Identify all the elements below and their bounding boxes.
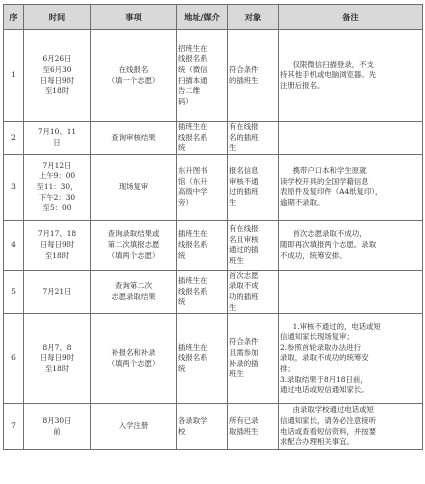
- cell-item-line: 查询录取结果或: [107, 229, 160, 239]
- header-time: 时间: [24, 5, 91, 30]
- cell-venue: [177, 270, 228, 313]
- header-remark: 备注: [279, 5, 423, 30]
- cell-venue-line: 插班生在: [178, 276, 208, 286]
- cell-remark-line: 随即再次填报两个志愿。录取: [280, 239, 377, 249]
- cell-no: 5: [4, 270, 24, 313]
- cell-item-line: 志愿录取结果: [111, 291, 156, 301]
- cell-no: 4: [4, 220, 24, 270]
- cell-item-line: 在线报名: [118, 64, 149, 74]
- cell-venue-line: 统: [178, 143, 186, 153]
- cell-target-line: 班生: [229, 255, 244, 265]
- cell-target-line: 班生: [229, 369, 244, 379]
- cell-item-line: （填一个志愿）: [107, 75, 160, 85]
- cell-venue: [177, 30, 228, 122]
- cell-item-line: 入学注册: [118, 421, 149, 431]
- cell-target-line: 符合条件: [229, 337, 259, 347]
- cell-venue-line: 统: [178, 297, 186, 307]
- cell-time-line: 7月17、18: [37, 229, 77, 239]
- cell-venue: [177, 122, 228, 155]
- cell-remark-line: 求配合办理相关事宜。: [280, 437, 354, 447]
- cell-target-line: 报名信息: [229, 166, 259, 176]
- cell-venue-line: 告二维: [178, 86, 201, 96]
- cell-venue-line: 线报名系: [178, 353, 208, 363]
- cell-venue-line: 旁）: [178, 197, 193, 207]
- table-row: [4, 270, 423, 313]
- cell-time-line: 8月30日: [42, 416, 72, 426]
- cell-target-line: 首次志愿: [229, 270, 259, 280]
- cell-item-line: （填两个志愿）: [107, 250, 160, 260]
- cell-venue-line: 插班生在: [178, 122, 208, 131]
- cell-item: [91, 270, 177, 313]
- cell-time-line: 至11：30，: [36, 181, 78, 191]
- cell-target-line: 审核不通: [229, 176, 259, 186]
- cell-venue-line: 线报名系: [178, 132, 208, 142]
- header-venue: 地址/媒介: [177, 5, 228, 30]
- table-row: [4, 314, 423, 404]
- cell-remark: [279, 154, 423, 220]
- cell-remark: [279, 122, 423, 155]
- cell-target: [228, 122, 279, 155]
- cell-remark-line: 由录取学校通过电话或短: [292, 405, 374, 415]
- cell-time-line: 至18时: [44, 86, 70, 96]
- cell-remark-line: 表原件及复印件（A4纸复印），: [280, 187, 383, 197]
- cell-time-line: 6月26日: [42, 54, 72, 64]
- header-row: [4, 5, 423, 30]
- table-row: [4, 404, 423, 450]
- cell-item-line: 补报名和补录: [111, 348, 156, 358]
- cell-remark-line: 录取，录取不成功的统筹安: [280, 353, 369, 363]
- cell-target-line: 生: [229, 302, 237, 312]
- header-no: 序: [4, 5, 24, 30]
- cell-target: [228, 314, 279, 404]
- cell-item-line: 现场复审: [118, 181, 149, 191]
- table-row: [4, 220, 423, 270]
- cell-venue-line: 线报名系: [178, 286, 208, 296]
- cell-remark-line: 信通知家长，请务必注意接听: [280, 416, 377, 426]
- cell-target: [228, 220, 279, 270]
- cell-target-line: 有在线报: [229, 224, 259, 234]
- cell-venue-line: 线报名系: [178, 54, 208, 64]
- cell-remark: [279, 314, 423, 404]
- cell-item: [91, 30, 177, 122]
- cell-no: 6: [4, 314, 24, 404]
- cell-no: 2: [4, 122, 24, 155]
- cell-venue: [177, 154, 228, 220]
- cell-time-line: 至5：00: [42, 203, 72, 213]
- cell-time: [24, 314, 91, 404]
- cell-target: [228, 404, 279, 450]
- cell-venue-line: 插班生在: [178, 342, 208, 352]
- cell-item: [91, 220, 177, 270]
- cell-remark-line: 读学校开具的全国学籍信息: [280, 176, 369, 186]
- cell-venue-line: 插班生在: [178, 229, 208, 239]
- cell-target-line: 名的插班: [229, 132, 259, 142]
- cell-venue-line: 馆（东升: [178, 176, 208, 186]
- cell-remark: [279, 30, 423, 122]
- cell-remark: [279, 220, 423, 270]
- cell-item: [91, 404, 177, 450]
- cell-target-line: 过的插班: [229, 187, 259, 197]
- cell-target-line: 且需参加: [229, 348, 259, 358]
- cell-target-line: 生: [229, 197, 237, 207]
- cell-time-line: 日每日9时: [39, 239, 75, 249]
- cell-venue-line: 统: [178, 250, 186, 260]
- cell-remark-line: 首次志愿录取不成功，: [292, 229, 367, 239]
- cell-time-line: 7月21日: [42, 286, 72, 296]
- cell-remark-line: 1.审核不通过的，电话或短: [292, 321, 381, 331]
- cell-venue-line: 各录取学: [178, 416, 208, 426]
- cell-remark-line: 2.参照首轮录取办法进行: [280, 342, 361, 352]
- cell-time-line: 日: [53, 137, 61, 147]
- cell-remark-line: 通过电话或短信通知家长。: [280, 385, 369, 395]
- cell-no: 1: [4, 30, 24, 122]
- cell-remark-line: 3.录取结果于8月18日前，: [280, 374, 368, 384]
- header-target: 对象: [228, 5, 279, 30]
- cell-no: 7: [4, 404, 24, 450]
- cell-venue: [177, 404, 228, 450]
- cell-target-line: 功的插班: [229, 291, 259, 301]
- cell-target: [228, 154, 279, 220]
- cell-time-line: 至18时: [44, 250, 70, 260]
- cell-target: [228, 30, 279, 122]
- cell-remark-line: 携带户口本和学生原就: [292, 166, 367, 176]
- cell-target-line: 名且审核: [229, 234, 259, 244]
- cell-time: [24, 220, 91, 270]
- cell-time-line: 日每日9时: [39, 353, 75, 363]
- cell-target-line: 符合条件: [229, 64, 259, 74]
- cell-remark-line: 不成功，统筹安排。: [280, 250, 347, 260]
- cell-time: [24, 404, 91, 450]
- cell-remark: [279, 404, 423, 450]
- cell-time-line: 前: [53, 426, 61, 436]
- cell-venue-line: 线报名系: [178, 239, 208, 249]
- cell-target-line: 录取不成: [229, 281, 259, 291]
- cell-item-line: 查询审核结果: [111, 132, 156, 142]
- table-row: [4, 30, 423, 122]
- cell-time-line: 下午2：30: [38, 192, 76, 202]
- cell-target-line: 所有已录: [229, 416, 259, 426]
- table-row: [4, 122, 423, 155]
- cell-remark-line: 注册后报名。: [280, 80, 325, 90]
- cell-item: [91, 314, 177, 404]
- cell-target-line: 有在线报: [229, 122, 259, 131]
- cell-remark-line: 电话或查看短信资料，并按要: [280, 426, 377, 436]
- cell-remark-line: 持其他手机或电脑浏览器。先: [280, 70, 377, 80]
- cell-remark-line: 逾期不录取。: [280, 197, 325, 207]
- cell-target-line: 取插班生: [229, 426, 259, 436]
- cell-time: [24, 30, 91, 122]
- cell-target-line: 的插班生: [229, 75, 259, 85]
- cell-item: [91, 122, 177, 155]
- cell-venue: [177, 220, 228, 270]
- cell-time-line: 8月7、8: [42, 342, 72, 352]
- cell-venue-line: 东升图书: [178, 166, 208, 176]
- cell-target: [228, 270, 279, 313]
- table-body: [4, 30, 423, 450]
- cell-item-line: 查询第二次: [115, 281, 152, 291]
- cell-venue-line: 码）: [178, 96, 193, 106]
- cell-target-line: 通过的插: [229, 245, 259, 255]
- cell-venue-line: 高级中学: [178, 187, 208, 197]
- cell-venue-line: 统: [178, 363, 186, 373]
- header-item: 事项: [91, 5, 177, 30]
- cell-venue-line: 统（微信: [178, 64, 208, 74]
- cell-time-line: 上午9：00: [38, 171, 76, 181]
- cell-time-line: 至6月30: [42, 64, 72, 74]
- cell-venue: [177, 314, 228, 404]
- cell-time-line: 7月12日: [42, 160, 72, 170]
- cell-remark: [279, 270, 423, 313]
- cell-item: [91, 154, 177, 220]
- table-row: [4, 154, 423, 220]
- cell-time: [24, 270, 91, 313]
- schedule-table: [3, 4, 423, 450]
- cell-venue-line: 扫描本通: [178, 75, 208, 85]
- cell-remark-line: 仅限微信扫描登录，不支: [292, 59, 374, 69]
- cell-venue-line: 招班生在: [178, 43, 208, 53]
- cell-item-line: 第二次填报志愿: [107, 239, 160, 249]
- cell-time-line: 7月10、11: [37, 127, 77, 137]
- cell-time-line: 日每日9时: [39, 75, 75, 85]
- cell-target-line: 补录的插: [229, 358, 259, 368]
- cell-time-line: 至18时: [44, 363, 70, 373]
- cell-venue-line: 校: [178, 426, 186, 436]
- cell-item-line: （填两个志愿）: [107, 358, 160, 368]
- cell-remark-line: 信通知家长现场复审；: [280, 332, 354, 342]
- cell-time: [24, 154, 91, 220]
- cell-no: 3: [4, 154, 24, 220]
- cell-target-line: 生: [229, 143, 237, 153]
- cell-time: [24, 122, 91, 155]
- cell-remark-line: 排；: [280, 363, 295, 373]
